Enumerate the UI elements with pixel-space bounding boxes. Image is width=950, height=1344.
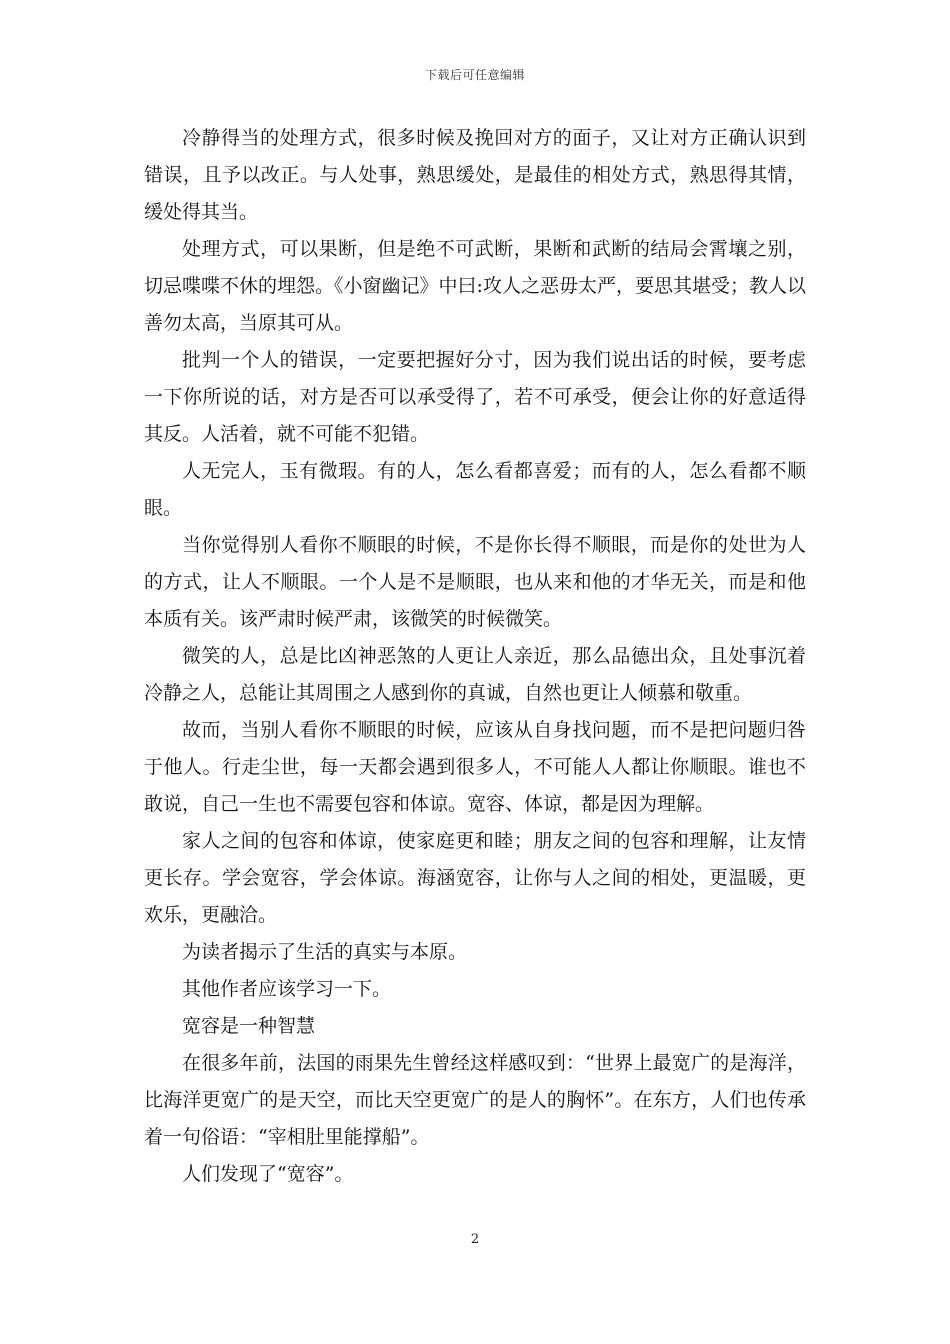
paragraph: 当你觉得别人看你不顺眼的时候，不是你长得不顺眼，而是你的处世为人的方式，让人不顺眼。一个人是不是顺眼，也从来和他的才华无关，而是和他本质有关。该严肃时候严肃，该微笑的时候微笑。 [144,534,806,630]
paragraph: 家人之间的包容和体谅，使家庭更和睦；朋友之间的包容和理解，让友情更长存。学会宽容，学会体谅。海涵宽容，让你与人之间的相处，更温暖，更欢乐，更融洽。 [144,830,806,926]
paragraph: 其他作者应该学习一下。 [182,978,392,1000]
paragraph: 人无完人，玉有微瑕。有的人，怎么看都喜爱；而有的人，怎么看都不顺眼。 [144,460,806,519]
page-number: 2 [470,1232,480,1247]
paragraph: 处理方式，可以果断，但是绝不可武断，果断和武断的结局会霄壤之别，切忌喋喋不休的埋怨。《小窗幽记》中曰:攻人之恶毋太严，要思其堪受；教人以善勿太高，当原其可从。 [144,238,806,334]
paragraph: 批判一个人的错误，一定要把握好分寸，因为我们说出话的时候，要考虑一下你所说的话，对方是否可以承受得了，若不可承受，便会让你的好意适得其反。人活着，就不可能不犯错。 [144,349,806,445]
paragraph: 故而，当别人看你不顺眼的时候，应该从自身找问题，而不是把问题归咎于他人。行走尘世，每一天都会遇到很多人，不可能人人都让你顺眼。谁也不敢说，自己一生也不需要包容和体谅。宽容、体谅，都是因为理解。 [144,719,806,815]
paragraph: 微笑的人，总是比凶神恶煞的人更让人亲近，那么品德出众，且处事沉着冷静之人，总能让其周围之人感到你的真诚，自然也更让人倾慕和敬重。 [144,645,806,704]
paragraph: 冷静得当的处理方式，很多时候及挽回对方的面子，又让对方正确认识到错误，且予以改正。与人处事，熟思缓处，是最佳的相处方式，熟思得其情，缓处得其当。 [144,127,806,223]
paragraph: 在很多年前，法国的雨果先生曾经这样感叹到：“世界上最宽广的是海洋，比海洋更宽广的是天空，而比天空更宽广的是人的胸怀”。在东方，人们也传承着一句俗语：“宰相肚里能撑船”。 [144,1052,806,1148]
document-body [144,120,806,1193]
paragraph: 为读者揭示了生活的真实与本原。 [182,941,468,963]
paragraph: 人们发现了“宽容”。 [182,1163,354,1185]
page-header: 下载后可任意编辑 [424,68,525,82]
section-title: 宽容是一种智慧 [182,1015,316,1037]
